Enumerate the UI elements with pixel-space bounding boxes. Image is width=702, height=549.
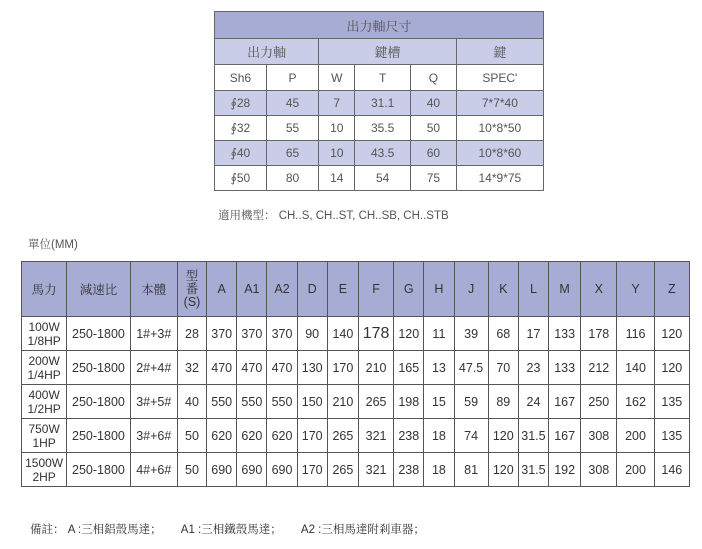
header-z: Z	[654, 262, 689, 317]
table-row	[22, 385, 690, 419]
table-cell: 2#+4#	[130, 351, 177, 385]
table-cell: 11	[424, 317, 454, 351]
table-cell: 1#+3#	[130, 317, 177, 351]
shaft-table-cell: 45	[266, 91, 318, 116]
table-cell: 250-1800	[67, 351, 130, 385]
table-cell: 23	[518, 351, 548, 385]
shaft-dimension-table	[214, 11, 544, 191]
table-cell: 81	[454, 453, 488, 487]
shaft-table-cell: 35.5	[355, 116, 411, 141]
table-cell: 370	[267, 317, 297, 351]
shaft-col-header: SPEC'	[456, 65, 543, 91]
unit-label: 單位(MM)	[28, 239, 78, 251]
table-cell: 59	[454, 385, 488, 419]
table-cell: 167	[549, 385, 581, 419]
table-cell: 28	[177, 317, 206, 351]
shaft-col-header: T	[355, 65, 411, 91]
header-f: F	[358, 262, 393, 317]
shaft-table-cell: ∮28	[215, 91, 267, 116]
horsepower-watts: 400W	[28, 387, 60, 402]
shaft-table-cell: 43.5	[355, 141, 411, 166]
shaft-table-cell: 60	[411, 141, 457, 166]
table-cell: 89	[488, 385, 518, 419]
table-cell: 13	[424, 351, 454, 385]
shaft-table-cell: 7	[319, 91, 355, 116]
shaft-table-cell: 65	[266, 141, 318, 166]
table-cell: 3#+5#	[130, 385, 177, 419]
header-e: E	[327, 262, 358, 317]
header-a2: A2	[267, 262, 297, 317]
remark-note: 備註： A :三相鋁殼馬達； A1 :三相鐵殼馬達； A2 :三相馬達附剎車器；	[30, 524, 425, 536]
table-cell: 74	[454, 419, 488, 453]
table-cell: 120	[654, 317, 689, 351]
table-cell: 150	[297, 385, 327, 419]
shaft-table-row	[215, 166, 544, 191]
table-cell: 170	[297, 419, 327, 453]
table-cell: 120	[394, 317, 424, 351]
header-type-line: 番	[185, 281, 199, 296]
table-cell: 165	[394, 351, 424, 385]
table-cell: 70	[488, 351, 518, 385]
table-cell: 133	[549, 351, 581, 385]
table-cell: 178	[581, 317, 617, 351]
table-cell: 250-1800	[67, 453, 130, 487]
table-cell: 18	[424, 419, 454, 453]
group-key: 鍵	[456, 39, 543, 65]
header-j: J	[454, 262, 488, 317]
shaft-table-row	[215, 116, 544, 141]
table-cell: 690	[237, 453, 267, 487]
table-cell: 250-1800	[67, 419, 130, 453]
table-cell: 250	[581, 385, 617, 419]
header-h: H	[424, 262, 454, 317]
table-cell: 140	[617, 351, 654, 385]
table-cell: 50	[177, 419, 206, 453]
table-cell: 470	[267, 351, 297, 385]
shaft-table-cell: 40	[411, 91, 457, 116]
table-cell: 68	[488, 317, 518, 351]
shaft-table-row	[215, 141, 544, 166]
header-m: M	[549, 262, 581, 317]
table-cell: 690	[267, 453, 297, 487]
table-cell: 140	[327, 317, 358, 351]
shaft-table-row	[215, 91, 544, 116]
shaft-table-cell: 7*7*40	[456, 91, 543, 116]
table-cell: 17	[518, 317, 548, 351]
horsepower-watts: 200W	[28, 353, 60, 368]
table-cell: 39	[454, 317, 488, 351]
shaft-table-title: 出力軸尺寸	[215, 12, 544, 39]
shaft-col-header: Q	[411, 65, 457, 91]
horsepower-watts: 100W	[28, 319, 60, 334]
table-cell: 370	[237, 317, 267, 351]
table-cell: 162	[617, 385, 654, 419]
header-x: X	[581, 262, 617, 317]
shaft-table-cell: 10	[319, 141, 355, 166]
header-g: G	[394, 262, 424, 317]
table-cell: 690	[207, 453, 237, 487]
table-row	[22, 453, 690, 487]
shaft-table-cell: 10*8*60	[456, 141, 543, 166]
table-cell: 265	[358, 385, 393, 419]
table-cell: 116	[617, 317, 654, 351]
header-馬力: 馬力	[22, 262, 67, 317]
header-d: D	[297, 262, 327, 317]
table-cell: 620	[237, 419, 267, 453]
table-cell: 238	[394, 453, 424, 487]
table-cell: 212	[581, 351, 617, 385]
header-減速比: 減速比	[67, 262, 130, 317]
table-cell: 120	[488, 419, 518, 453]
table-cell: 265	[327, 419, 358, 453]
header-a1: A1	[237, 262, 267, 317]
table-cell: 250-1800	[67, 385, 130, 419]
table-row	[22, 419, 690, 453]
table-row	[22, 351, 690, 385]
horsepower-cell	[22, 453, 67, 487]
table-cell: 321	[358, 419, 393, 453]
header-l: L	[518, 262, 548, 317]
shaft-table-cell: 54	[355, 166, 411, 191]
table-cell: 146	[654, 453, 689, 487]
table-cell: 550	[207, 385, 237, 419]
horsepower-hp: 1/4HP	[27, 367, 61, 382]
table-cell: 31.5	[518, 453, 548, 487]
table-cell: 265	[327, 453, 358, 487]
table-cell: 620	[267, 419, 297, 453]
table-cell: 18	[424, 453, 454, 487]
table-cell: 620	[207, 419, 237, 453]
horsepower-hp: 2HP	[32, 469, 56, 484]
applicable-models-note: 適用機型： CH..S, CH..ST, CH..SB, CH..STB	[218, 210, 449, 222]
shaft-table-cell: 55	[266, 116, 318, 141]
table-cell: 470	[207, 351, 237, 385]
dimension-table	[21, 261, 690, 487]
table-cell: 170	[327, 351, 358, 385]
table-cell: 192	[549, 453, 581, 487]
horsepower-cell	[22, 385, 67, 419]
table-cell: 40	[177, 385, 206, 419]
table-cell: 200	[617, 453, 654, 487]
shaft-table-cell: 10	[319, 116, 355, 141]
shaft-table-cell: ∮32	[215, 116, 267, 141]
table-cell: 308	[581, 419, 617, 453]
shaft-col-header: P	[266, 65, 318, 91]
group-output-shaft: 出力軸	[215, 39, 319, 65]
shaft-col-header: W	[319, 65, 355, 91]
shaft-table-cell: 31.1	[355, 91, 411, 116]
horsepower-watts: 1500W	[25, 455, 64, 470]
horsepower-cell	[22, 317, 67, 351]
table-cell: 200	[617, 419, 654, 453]
horsepower-hp: 1HP	[32, 435, 56, 450]
table-cell: 3#+6#	[130, 419, 177, 453]
shaft-table-cell: 75	[411, 166, 457, 191]
horsepower-watts: 750W	[28, 421, 60, 436]
table-cell: 90	[297, 317, 327, 351]
header-type-line: 型	[185, 268, 199, 283]
header-k: K	[488, 262, 518, 317]
table-cell: 135	[654, 385, 689, 419]
table-cell: 47.5	[454, 351, 488, 385]
table-cell: 167	[549, 419, 581, 453]
table-cell: 178	[358, 317, 393, 351]
table-cell: 308	[581, 453, 617, 487]
shaft-table-cell: ∮40	[215, 141, 267, 166]
table-cell: 550	[237, 385, 267, 419]
header-type-number	[177, 262, 206, 317]
shaft-table-cell: ∮50	[215, 166, 267, 191]
shaft-table-cell: 80	[266, 166, 318, 191]
horsepower-hp: 1/2HP	[27, 401, 61, 416]
table-cell: 120	[488, 453, 518, 487]
group-keyway: 鍵槽	[319, 39, 457, 65]
table-cell: 210	[327, 385, 358, 419]
table-cell: 31.5	[518, 419, 548, 453]
horsepower-hp: 1/8HP	[27, 333, 61, 348]
table-cell: 170	[297, 453, 327, 487]
header-本體: 本體	[130, 262, 177, 317]
table-cell: 130	[297, 351, 327, 385]
table-cell: 198	[394, 385, 424, 419]
shaft-table-cell: 10*8*50	[456, 116, 543, 141]
table-cell: 120	[654, 351, 689, 385]
table-cell: 321	[358, 453, 393, 487]
table-cell: 4#+6#	[130, 453, 177, 487]
table-cell: 135	[654, 419, 689, 453]
table-cell: 250-1800	[67, 317, 130, 351]
header-a: A	[207, 262, 237, 317]
table-row	[22, 317, 690, 351]
table-cell: 210	[358, 351, 393, 385]
table-cell: 470	[237, 351, 267, 385]
table-cell: 24	[518, 385, 548, 419]
table-cell: 15	[424, 385, 454, 419]
horsepower-cell	[22, 351, 67, 385]
shaft-table-cell: 50	[411, 116, 457, 141]
table-cell: 50	[177, 453, 206, 487]
shaft-col-header: Sh6	[215, 65, 267, 91]
table-cell: 133	[549, 317, 581, 351]
table-cell: 238	[394, 419, 424, 453]
horsepower-cell	[22, 419, 67, 453]
header-type-line: (S)	[183, 294, 201, 309]
table-cell: 32	[177, 351, 206, 385]
header-y: Y	[617, 262, 654, 317]
table-cell: 370	[207, 317, 237, 351]
shaft-table-cell: 14*9*75	[456, 166, 543, 191]
table-cell: 550	[267, 385, 297, 419]
shaft-table-cell: 14	[319, 166, 355, 191]
